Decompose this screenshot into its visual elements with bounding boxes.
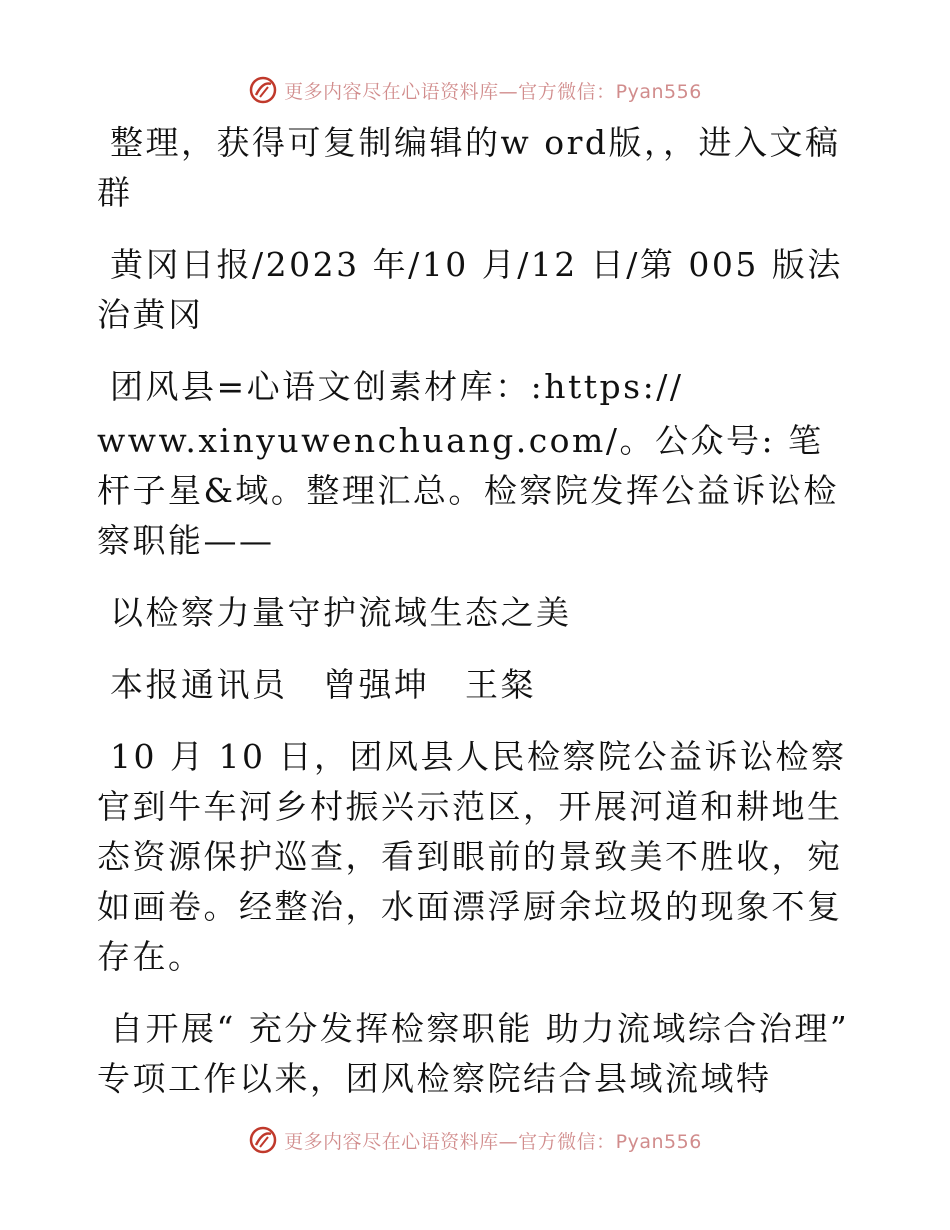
website-line: www.xinyuwenchuang.com/。公众号: 笔杆子星&域。整理汇总。检察院发挥公益诉讼检察职能——	[97, 421, 839, 560]
article-title: 以检察力量守护流域生态之美	[97, 593, 572, 632]
location-line: 团风县=心语文创素材库：:https://	[97, 367, 684, 406]
footer-watermark	[0, 1120, 950, 1160]
header-watermark	[0, 70, 950, 110]
body-paragraph-2: 自开展“ 充分发挥检察职能 助力流域综合治理” 专项工作以来，团风检察院结合县域流域特	[97, 1009, 863, 1098]
document-body	[97, 118, 863, 1104]
intro-paragraph: 整理，获得可复制编辑的w ord版，，进入文稿群	[97, 123, 841, 212]
watermark-text: 更多内容尽在心语资料库—官方微信：Pyan556	[284, 80, 702, 103]
body-paragraph-1: 10 月 10 日，团风县人民检察院公益诉讼检察官到牛车河乡村振兴示范区，开展河道和耕地生态资源保护巡查，看到眼前的景致美不胜收，宛如画卷。经整治，水面漂浮厨余垃圾的现象不复存在。	[97, 737, 847, 976]
byline: 本报通讯员 曾强坤 王粲	[97, 665, 536, 704]
pen-swirl-icon	[248, 1125, 278, 1155]
watermark-text: 更多内容尽在心语资料库—官方微信：Pyan556	[284, 1130, 702, 1153]
pen-swirl-icon	[248, 75, 278, 105]
source-line: 黄冈日报/2023 年/10 月/12 日/第 005 版法治黄冈	[97, 245, 843, 334]
